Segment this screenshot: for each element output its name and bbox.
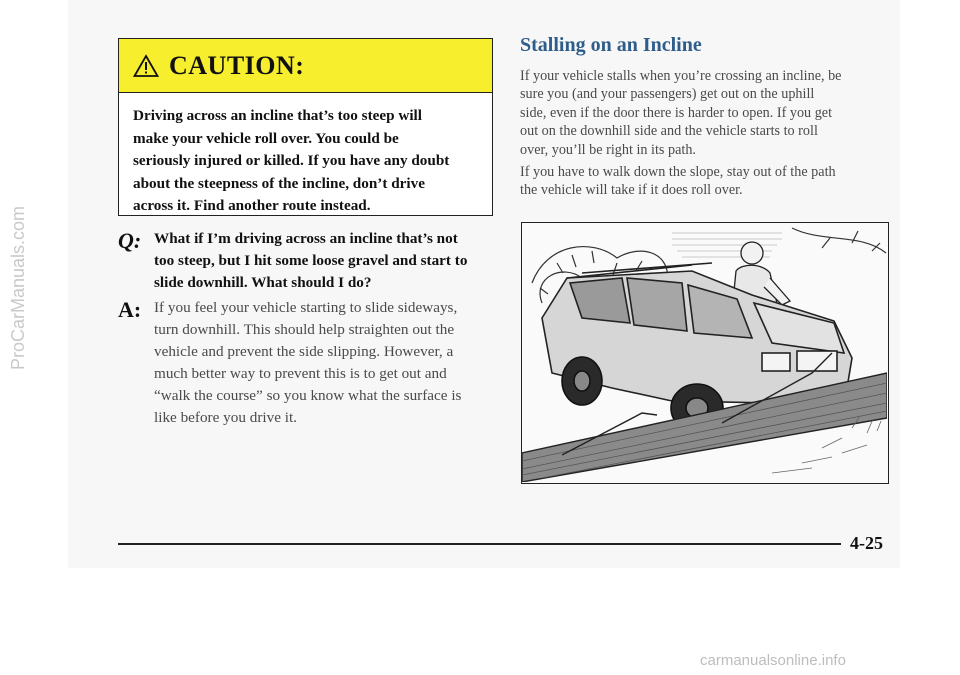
answer-text [154,297,498,429]
caution-title: CAUTION: [169,50,305,80]
answer-block [118,297,498,429]
caution-line: make your vehicle roll over. You could be [133,129,399,147]
vehicle-incline-illustration [521,222,889,484]
question-line: too steep, but I hit some loose gravel and start to [154,252,468,269]
footer-rule [118,543,841,545]
caution-text [119,93,492,218]
warning-triangle-icon [133,54,159,78]
paragraph-line: sure you (and your passengers) get out on the uphill [520,86,815,103]
answer-line: If you feel your vehicle starting to slide sideways, [154,299,458,316]
paragraph-line: the vehicle will take if it does roll over. [520,182,743,199]
caution-line: seriously injured or killed. If you have any doubt [133,152,450,169]
paragraph-line: side, even if the door there is harder to open. If you get [520,104,833,121]
caution-line: Driving across an incline that’s too steep will [133,107,422,124]
question-block [118,228,498,294]
side-watermark: ProCarManuals.com [8,205,28,370]
paragraph-line: If you have to walk down the slope, stay out of the path [520,164,836,180]
caution-box [118,38,493,216]
caution-line: about the steepness of the incline, don’t drive [133,174,425,192]
section-heading: Stalling on an Incline [520,34,702,56]
question-line: What if I’m driving across an incline that’s not [154,230,458,247]
answer-letter: A: [118,297,142,322]
paragraph-line: out on the downhill side and the vehicle starts to roll [520,123,818,140]
question-text [154,228,498,294]
question-letter: Q: [118,228,142,253]
section-paragraph-2 [520,163,890,200]
vehicle-on-incline-drawing [522,223,887,482]
answer-line: turn downhill. This should help straighten out the [154,321,455,338]
caution-header [119,39,492,93]
bottom-watermark: carmanualsonline.info [700,652,846,669]
answer-line: “walk the course” so you know what the surface is [154,387,462,404]
paragraph-line: If your vehicle stalls when you’re crossing an incline, be [520,68,842,84]
paragraph-line: over, you’ll be right in its path. [520,141,696,158]
question-line: slide downhill. What should I do? [154,274,372,291]
section-paragraph-1 [520,67,890,159]
answer-line: vehicle and prevent the side slipping. However, a [154,343,454,360]
caution-line: across it. Find another route instead. [133,197,371,214]
page-number: 4-25 [850,533,883,553]
answer-line: much better way to prevent this is to get out and [154,365,447,382]
answer-line: like before you drive it. [154,409,297,426]
